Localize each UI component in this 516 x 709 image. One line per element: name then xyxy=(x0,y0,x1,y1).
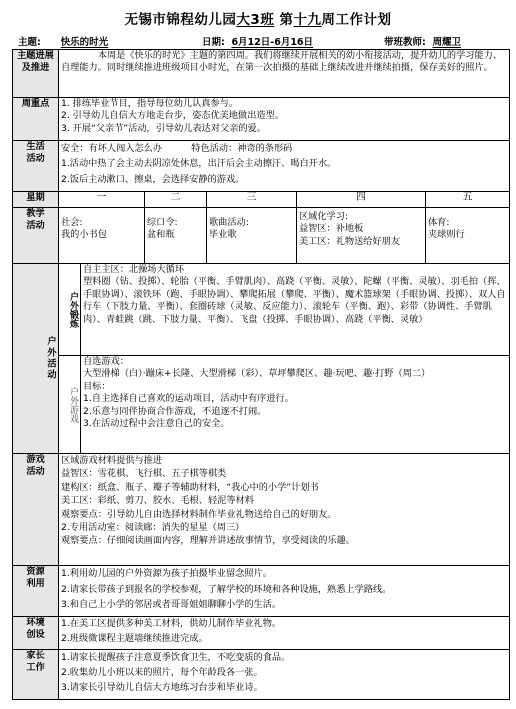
row-life xyxy=(13,141,510,192)
weekday-fri: 五 xyxy=(426,192,510,208)
outdoor-exercise-label: 户外锻炼 xyxy=(59,264,81,356)
teaching-wed: 歌曲活动: 毕业歌 xyxy=(207,208,297,264)
play-line: 建构区：纸盒、瓶子、瓣子等辅助材料，“我心中的小学”计划书 xyxy=(61,481,319,493)
play-line: 观察要点：引导幼儿自由选择材料制作毕业礼物送给自己的好朋友。 xyxy=(61,508,337,520)
outdoor-games-text xyxy=(81,356,510,454)
teacher-field xyxy=(384,34,461,48)
safety-topic: 安全：有坏人闯入怎么办 xyxy=(61,143,163,154)
focus-item: 1. 排练毕业节目，指导每位幼儿认真参与。 xyxy=(61,98,239,109)
theme-label: 主题: xyxy=(18,37,41,48)
row-resources xyxy=(13,566,510,617)
outdoor-exercise-text xyxy=(81,264,510,356)
weekday-mon: 一 xyxy=(59,192,145,208)
free-games-list: 大型滑梯（白）·蹦床+长隆、大型滑梯（彩）、草坪攀爬区、趣·玩吧、趣·打野（周二） xyxy=(83,368,431,380)
goal-item: 1.自主选择自己喜欢的运动项目，活动中有序进行。 xyxy=(83,393,294,405)
resource-item: 1.利用幼儿园的户外资源为孩子拍摄毕业留念照片。 xyxy=(61,568,272,579)
goal-item: 2.乐意与同伴协商合作游戏，不追逐不打闹。 xyxy=(83,405,267,417)
resources-text xyxy=(59,566,510,617)
teaching-label: 教学 活动 xyxy=(13,208,59,264)
play-text xyxy=(59,454,510,566)
weekly-plan-table xyxy=(12,49,510,700)
parents-label: 家长 工作 xyxy=(13,650,59,700)
play-line: 2.专用活动室：阅读廊：消失的星星（周三） xyxy=(61,522,245,534)
title-mid: 第 xyxy=(279,12,294,28)
play-label: 游戏 活动 xyxy=(13,454,59,566)
exercise-equipment: 塑料圈（钻、投掷）、轮胎（平衡、手臂肌肉）、高跷（平衡、灵敏）、陀螺（平衡、灵敏）、羽毛拍（挥、手眼协调）、滚铁环（跑、手眼协调）、攀爬拓展（攀爬、平衡）、魔术篮球架（手眼协调、投掷）、双人自行车（下肢力量、平衡）、套圈砖球（灵敏、反应能力）、滚轮车（平衡、跑）、彩带（协调性、手臂肌肉）、青蛙跳（跳、下肢力量、平衡）、飞盘（投掷、手眼协调）、高跷（平衡、灵敏） xyxy=(83,276,506,325)
life-line-2: 1.活动中热了会主动去阴凉处休息，出汗后会主动擦汗、喝白开水。 xyxy=(61,158,337,170)
weekday-label: 星期 xyxy=(13,192,59,208)
weekday-wed: 三 xyxy=(207,192,297,208)
row-outdoor-games xyxy=(13,356,510,454)
row-environment xyxy=(13,617,510,650)
parent-item: 2.收集幼儿小班以来的照片，每个年龄段各一张。 xyxy=(61,667,263,679)
environment-text xyxy=(59,617,510,650)
teaching-thu: 区域化学习: 益智区：补地板 美工区：礼物送给好朋友 xyxy=(297,208,426,264)
feature-activity: 特色活动：神奇的条形码 xyxy=(191,143,293,154)
teacher-label: 带班教师: xyxy=(384,37,426,48)
play-line: 益智区：雪花棋、飞行棋、五子棋等棋类 xyxy=(61,468,227,480)
focus-list xyxy=(59,98,510,141)
weekday-thu: 四 xyxy=(297,192,426,208)
resource-item: 2.请家长带孩子到报名的学校参观，了解学校的环境和各种设施，熟悉上学路线。 xyxy=(61,583,392,595)
weekday-tue: 二 xyxy=(145,192,207,208)
title-class: 大3班 xyxy=(236,12,275,28)
life-label: 生活 活动 xyxy=(13,141,59,192)
play-line: 美工区：彩纸、剪刀、胶水、毛根、轻泥等材料 xyxy=(61,495,254,507)
row-parents xyxy=(13,650,510,700)
outdoor-label: 户外活动 xyxy=(13,264,59,454)
theme-field xyxy=(18,34,155,48)
row-outdoor-exercise xyxy=(13,264,510,356)
play-line: 区域游戏材料提供与推进 xyxy=(61,455,163,466)
progress-label: 主题进展 及推进 xyxy=(13,50,59,98)
focus-item: 2. 引导幼儿自信大方地走台步，姿态优美地做出造型。 xyxy=(61,110,284,122)
title-suffix: 周工作计划 xyxy=(321,12,392,28)
outdoor-games-label: 户外游戏 xyxy=(59,356,81,454)
free-games-title: 自选游戏： xyxy=(83,356,129,367)
teaching-mon: 社会: 我的小书包 xyxy=(59,208,145,264)
title-week-number: 十九 xyxy=(293,12,322,28)
teaching-fri: 体育: 夹球则行 xyxy=(426,208,510,264)
focus-item: 3. 开展“父亲节”活动，引导幼儿表达对父亲的爱。 xyxy=(61,122,266,134)
date-value: 6月12日-6月16日 xyxy=(231,37,314,48)
parent-item: 1.请家长提醒孩子注意夏季饮食卫生，不吃变质的食品。 xyxy=(61,652,291,663)
title-prefix: 无锡市锦程幼儿园 xyxy=(124,12,237,28)
environment-item: 2.班级微课程主题墙继续推进完成。 xyxy=(61,632,208,644)
parent-item: 3.请家长引导幼儿自信大方地练习台步和毕业诗。 xyxy=(61,682,263,694)
row-focus xyxy=(13,98,510,141)
date-field xyxy=(202,34,313,48)
resources-label: 资源 利用 xyxy=(13,566,59,617)
exercise-zone: 自主主区：北操场大循环 xyxy=(83,264,185,275)
life-line-3: 2.饭后主动漱口、擦桌，会选择安静的游戏。 xyxy=(61,173,245,185)
row-play xyxy=(13,454,510,566)
life-line-1 xyxy=(61,143,507,155)
life-text xyxy=(59,141,510,192)
focus-label: 周重点 xyxy=(13,98,59,141)
document-title xyxy=(0,8,516,28)
progress-text: 本周是《快乐的时光》主题的第四周。我们将继续开展相关的幼小衔接活动，提升幼儿的学习能力、自理能力。同时继续推进班级项目小时光，在第一次拍摄的基础上继续改进并继续拍摄，保存美好的照片。 xyxy=(59,50,510,98)
goals-title: 目标： xyxy=(83,380,111,392)
environment-label: 环境 创设 xyxy=(13,617,59,650)
play-line: 观察要点：仔细阅读画面内容，理解并讲述故事情节，享受阅读的乐趣。 xyxy=(61,535,355,547)
goal-item: 3.在活动过程中会注意自己的安全。 xyxy=(83,418,230,430)
row-progress xyxy=(13,50,510,98)
resource-item: 3.和自己上小学的邻居或者哥哥姐姐聊聊小学的生活。 xyxy=(61,599,282,611)
teacher-value: 周耀卫 xyxy=(432,37,461,48)
row-weekdays xyxy=(13,192,510,208)
date-label: 日期: xyxy=(202,37,225,48)
parents-text xyxy=(59,650,510,700)
row-teaching xyxy=(13,208,510,264)
environment-item: 1.在美工区提供多种美工材料，供幼儿制作毕业礼物。 xyxy=(61,618,282,629)
theme-value: 快乐的时光 xyxy=(60,37,109,48)
teaching-tue: 综口令: 盆和瓶 xyxy=(145,208,207,264)
